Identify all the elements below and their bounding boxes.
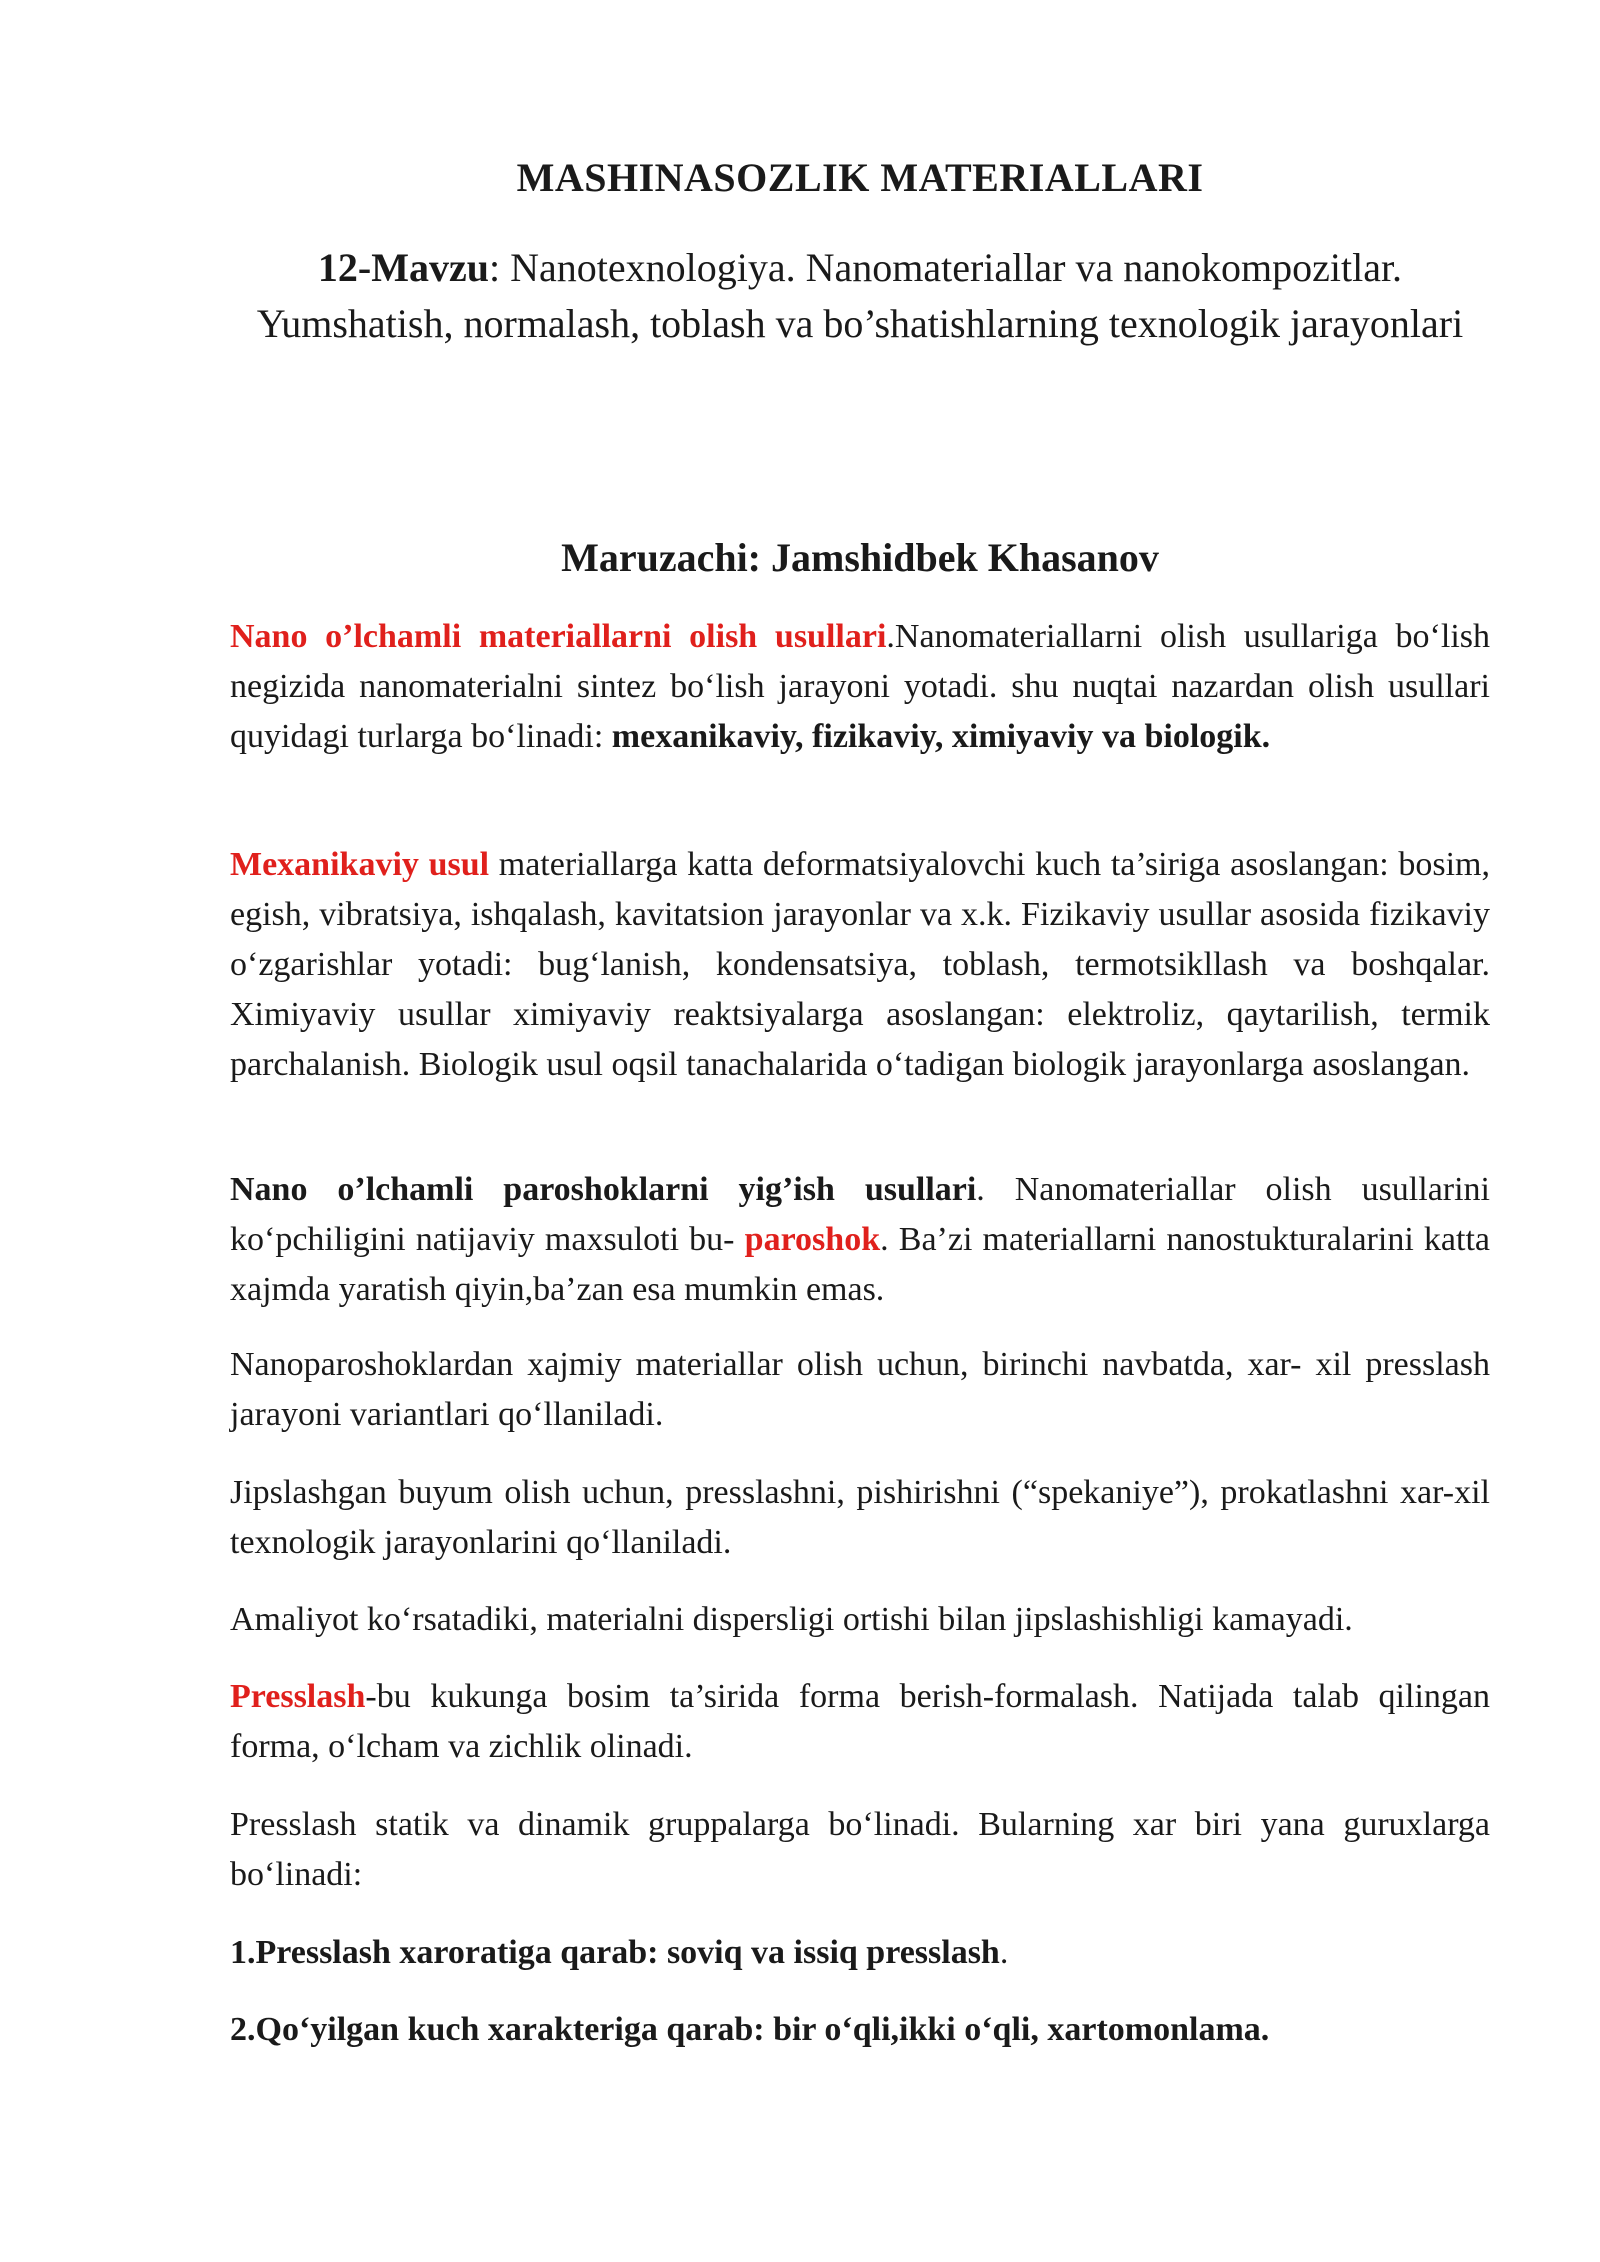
document-title: MASHINASOZLIK MATERIALLARI <box>516 155 1204 200</box>
topic-heading <box>230 240 1490 352</box>
section-heading: Presslash <box>230 1678 366 1715</box>
paragraph-nanopowders: Nanoparoshoklardan xajmiy materiallar olish uchun, birinchi navbatda, xar- xil presslash jarayoni variantlari qo‘llaniladi. <box>230 1346 1490 1433</box>
paragraph-text: . Ba’zi materiallarni nanostukturalarini katta xajmda yaratish qiyin,ba’zan esa mumkin emas. <box>230 1221 1490 1308</box>
paragraph-pressing <box>230 1672 1490 1772</box>
list-item-2: 2.Qo‘yilgan kuch xarakteriga qarab: bir o‘qli,ikki o‘qli, xartomonlama. <box>230 2011 1270 2048</box>
paragraph-text: -bu kukunga bosim ta’sirida forma berish-formalash. Natijada talab qilingan forma, o‘lcham va zichlik olinadi. <box>230 1678 1490 1765</box>
topic-label: 12-Mavzu <box>317 245 489 290</box>
section-heading: Nano o’lchamli materiallarni olish usullari <box>230 618 887 655</box>
paragraph-dense-product: Jipslashgan buyum olish uchun, presslashni, pishirishni (“spekaniye”), prokatlashni xar-xil texnologik jarayonlarini qo‘llaniladi. <box>230 1474 1490 1561</box>
topic-text: Nanotexnologiya. Nanomateriallar va nanokompozitlar. Yumshatish, normalash, toblash va bo’shatishlarning texnologik jarayonlari <box>256 245 1464 346</box>
topic-separator: : <box>489 245 511 290</box>
paragraph-text: .Nanomateriallarni olish usullariga bo‘lish negizida nanomaterialni sintez bo‘lish jarayoni yotadi. shu nuqtai nazardan olish usullari quyidagi turlarga bo‘linadi: <box>230 618 1490 755</box>
paragraph-practice: Amaliyot ko‘rsatadiki, materialni dispersligi ortishi bilan jipslashishligi kamayadi. <box>230 1601 1353 1638</box>
paragraph-pressing-groups: Presslash statik va dinamik gruppalarga bo‘linadi. Bularning xar biri yana guruxlarga bo‘linadi: <box>230 1806 1490 1893</box>
list-item-text: 1.Presslash xaroratiga qarab: soviq va issiq presslash <box>230 1934 1000 1971</box>
lecturer-name: Maruzachi: Jamshidbek Khasanov <box>561 535 1159 580</box>
paragraph-text: . Nanomateriallar olish usullarini ko‘pchiligini natijaviy maxsuloti bu- <box>230 1171 1490 1258</box>
paragraph-mechanical-method <box>230 840 1490 1090</box>
list-item-1 <box>230 1928 1490 1978</box>
bold-heading: Nano o’lchamli paroshoklarni yig’ish usullari <box>230 1171 977 1208</box>
highlight-term: paroshok <box>744 1221 881 1258</box>
paragraph-text: materiallarga katta deformatsiyalovchi kuch ta’siriga asoslangan: bosim, egish, vibratsiya, ishqalash, kavitatsion jarayonlar va x.k. Fizikaviy usullar asosida fizikaviy o‘zgarishlar yotadi: bug‘lanish, kondensatsiya, toblash, termotsikllash va boshqalar. Ximiyaviy usullar ximiyaviy reaktsiyalarga asoslangan: elektroliz, qaytarilish, termik parchalanish. Biologik usul oqsil tanachalarida o‘tadigan biologik jarayonlarga asoslangan. <box>230 846 1491 1083</box>
paragraph-nano-methods <box>230 612 1490 762</box>
section-heading: Mexanikaviy usul <box>230 846 490 883</box>
paragraph-powder-methods <box>230 1165 1490 1315</box>
bold-text: mexanikaviy, fizikaviy, ximiyaviy va biologik. <box>611 718 1271 755</box>
list-item-tail: . <box>999 1934 1009 1971</box>
